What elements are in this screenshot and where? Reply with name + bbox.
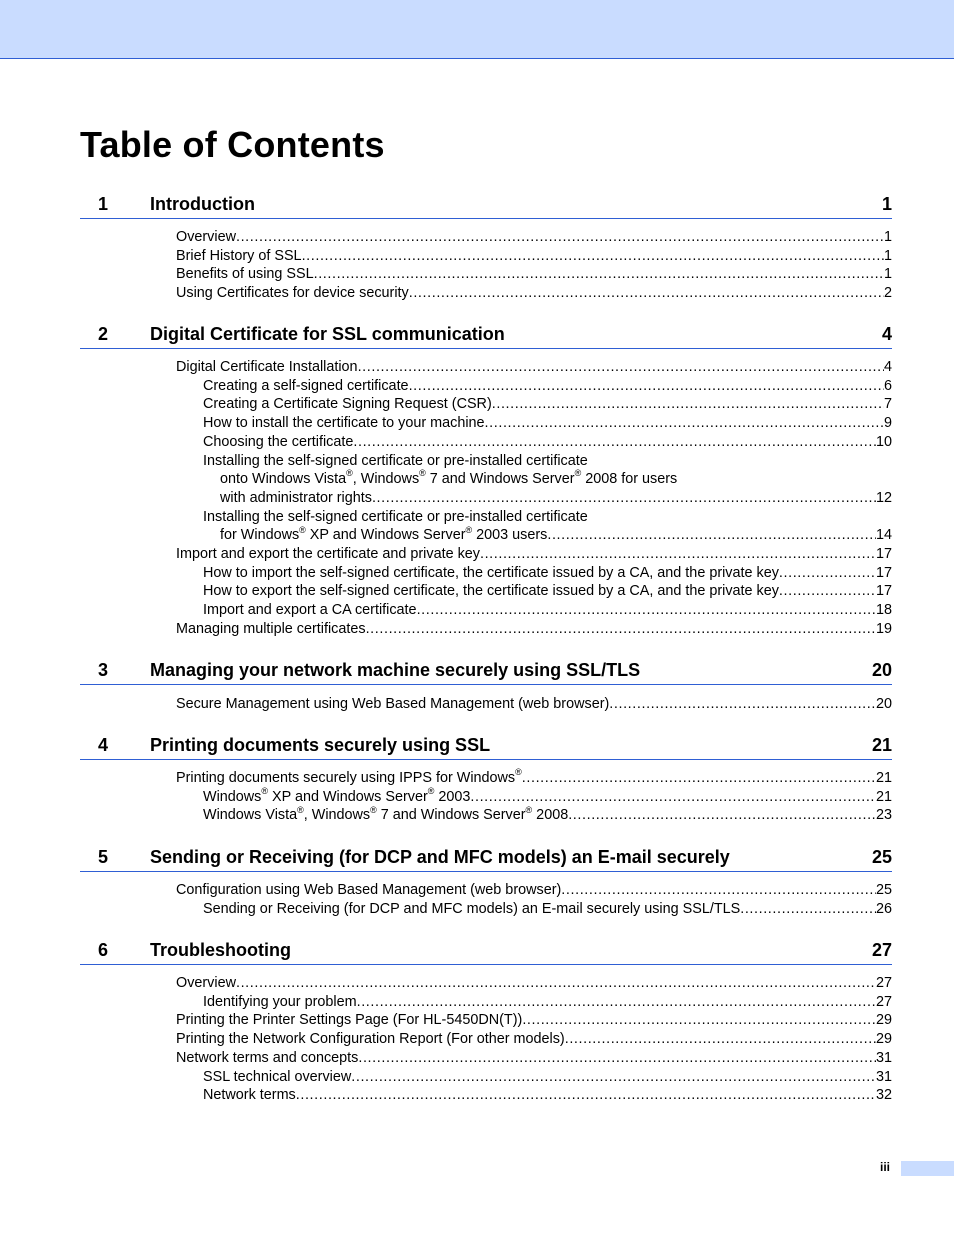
toc-entry-text: with administrator rights — [220, 489, 372, 506]
toc-entry-text: Overview — [176, 975, 236, 991]
toc-entry-page: 21 — [875, 788, 892, 805]
dot-leader — [409, 377, 884, 396]
toc-entry-page: 17 — [875, 583, 892, 600]
toc-entry-page: 21 — [875, 770, 892, 786]
toc-entry[interactable] — [176, 1030, 892, 1049]
toc-entry-text: Secure Management using Web Based Management (web browser) — [176, 696, 610, 712]
dot-leader — [358, 358, 884, 377]
chapter-title: Managing your network machine securely using SSL/TLS — [150, 660, 641, 680]
toc-entry-text: Configuration using Web Based Management (web browser) — [176, 882, 562, 898]
toc-entry-page: 32 — [875, 1087, 892, 1104]
toc-entry-page: 27 — [875, 975, 892, 991]
toc-entry-page: 2 — [883, 285, 892, 302]
toc-entry[interactable] — [176, 695, 892, 714]
toc-entry-page: 4 — [883, 359, 892, 375]
chapter-heading[interactable] — [80, 660, 892, 685]
dot-leader — [485, 414, 884, 433]
dot-leader — [417, 601, 876, 620]
chapter-page: 1 — [881, 194, 892, 214]
toc-entry-page: 6 — [883, 377, 892, 394]
dot-leader — [314, 265, 884, 284]
dot-leader — [522, 1011, 876, 1030]
toc-entry[interactable] — [203, 900, 892, 919]
toc-entry[interactable] — [220, 470, 892, 489]
dot-leader — [358, 1049, 876, 1068]
toc-entry-text: Overview — [176, 229, 236, 245]
toc-entry-text: SSL technical overview — [203, 1068, 352, 1085]
chapter-num: 2 — [98, 324, 109, 344]
dot-leader — [492, 395, 884, 414]
toc-entry[interactable] — [176, 247, 892, 266]
dot-leader — [740, 900, 876, 919]
chapter-page: 20 — [871, 660, 892, 680]
toc-entry[interactable] — [203, 508, 892, 527]
toc-entry[interactable] — [203, 806, 892, 825]
toc-entry-text: Creating a Certificate Signing Request (CSR) — [203, 396, 492, 413]
dot-leader — [409, 284, 884, 303]
page-title: Table of Contents — [80, 124, 385, 165]
toc-entry-page: 23 — [875, 807, 892, 824]
toc-entry-text: Network terms and concepts — [176, 1049, 359, 1066]
toc-entry[interactable] — [203, 582, 892, 601]
toc-entry-text: Digital Certificate Installation — [176, 359, 358, 375]
toc-entry-page: 29 — [875, 1012, 892, 1029]
dot-leader — [353, 433, 876, 452]
chapter-num: 3 — [98, 660, 109, 680]
toc-entry-text: Import and export the certificate and private key — [176, 546, 480, 562]
dot-leader — [296, 1086, 876, 1105]
toc-entry-text: Choosing the certificate — [203, 433, 354, 450]
chapter-title: Digital Certificate for SSL communication — [150, 324, 505, 344]
toc-entry[interactable] — [176, 1049, 892, 1068]
chapter-page: 21 — [871, 735, 892, 755]
toc-entry[interactable] — [176, 545, 892, 564]
chapter-page: 4 — [881, 324, 892, 344]
toc-entry[interactable] — [176, 1011, 892, 1030]
toc-entry[interactable] — [176, 881, 892, 900]
toc-entry-text: Printing the Printer Settings Page (For HL-5450DN(T)) — [176, 1012, 523, 1029]
toc-entry[interactable] — [176, 265, 892, 284]
toc-entry[interactable] — [203, 1068, 892, 1087]
page-number: iii — [880, 1160, 891, 1174]
chapter-title: Sending or Receiving (for DCP and MFC models) an E-mail securely — [150, 847, 730, 867]
toc-entry[interactable] — [176, 974, 892, 993]
dot-leader — [470, 788, 876, 807]
toc-entry-page: 1 — [883, 229, 892, 245]
toc-entry[interactable] — [203, 395, 892, 414]
toc-entry-page: 1 — [883, 247, 892, 264]
dot-leader — [372, 489, 876, 508]
toc-entry-page: 17 — [875, 546, 892, 562]
dot-leader — [609, 695, 876, 714]
dot-leader — [779, 564, 876, 583]
toc-entry-page: 7 — [883, 396, 892, 413]
toc-entry-page: 17 — [875, 564, 892, 581]
chapter-title: Introduction — [150, 194, 255, 214]
chapter-title: Troubleshooting — [150, 940, 291, 960]
toc-entry-page: 27 — [875, 993, 892, 1010]
toc-entry[interactable] — [203, 564, 892, 583]
toc-entry-text: Identifying your problem — [203, 993, 357, 1010]
toc-entry-page: 31 — [875, 1049, 892, 1066]
chapter-page: 25 — [871, 847, 892, 867]
toc-entry[interactable] — [176, 769, 892, 788]
toc-entry-text: Printing the Network Configuration Report (For other models) — [176, 1031, 565, 1048]
toc-entry-text: How to export the self-signed certificate, the certificate issued by a CA, and the private key — [203, 583, 779, 600]
toc-entry-text: Windows® XP and Windows Server® 2003 — [203, 785, 471, 805]
toc-entry[interactable] — [203, 377, 892, 396]
chapter-heading[interactable] — [80, 735, 892, 760]
toc-entry[interactable] — [203, 452, 892, 471]
dot-leader — [366, 620, 876, 639]
dot-leader — [779, 582, 876, 601]
toc-entry[interactable] — [203, 785, 892, 807]
toc-entry-text: Brief History of SSL — [176, 247, 302, 264]
dot-leader — [565, 1030, 876, 1049]
toc-entry-page: 1 — [883, 266, 892, 283]
toc-entry-page: 26 — [875, 900, 892, 917]
dot-leader — [357, 993, 876, 1012]
toc-entry[interactable] — [203, 414, 892, 433]
chapter-heading[interactable] — [80, 847, 892, 872]
toc-entry[interactable] — [176, 284, 892, 303]
chapter-title: Printing documents securely using SSL — [150, 735, 491, 755]
dot-leader — [302, 247, 884, 266]
toc-entry-text: Benefits of using SSL — [176, 266, 314, 283]
toc-entry-text: Import and export a CA certificate — [203, 602, 417, 619]
toc-entry[interactable] — [203, 993, 892, 1012]
footer-tab — [901, 1161, 954, 1176]
chapter-num: 6 — [98, 940, 109, 960]
toc-entry-page: 9 — [883, 415, 892, 432]
chapter-heading[interactable] — [80, 194, 892, 219]
toc-entry[interactable] — [176, 228, 892, 247]
chapter-page: 27 — [871, 940, 892, 960]
toc-entry[interactable] — [203, 601, 892, 620]
dot-leader — [547, 526, 876, 545]
toc-entry-text: Installing the self-signed certificate or pre-installed certificate — [203, 452, 588, 469]
chapter-heading[interactable] — [80, 940, 892, 965]
toc-entry-text: Installing the self-signed certificate or pre-installed certificate — [203, 508, 588, 525]
toc-entry-text: Network terms — [203, 1087, 296, 1104]
toc-entry-text: How to install the certificate to your machine — [203, 415, 485, 432]
chapter-num: 1 — [98, 194, 109, 214]
toc-entry-text: onto Windows Vista®, Windows® 7 and Windows Server® 2008 for users — [220, 468, 678, 488]
toc-entry[interactable] — [220, 489, 892, 508]
dot-leader — [236, 228, 884, 247]
dot-leader — [236, 974, 876, 993]
toc-entry-page: 10 — [875, 433, 892, 450]
chapter-num: 5 — [98, 847, 109, 867]
toc-entry-text: Windows Vista®, Windows® 7 and Windows Server® 2008 — [203, 804, 569, 824]
toc-entry-text: Using Certificates for device security — [176, 285, 409, 302]
dot-leader — [480, 545, 876, 564]
dot-leader — [568, 806, 876, 825]
toc-entry-text: Sending or Receiving (for DCP and MFC models) an E-mail securely using SSL/TLS — [203, 900, 741, 917]
header-band — [0, 0, 954, 59]
toc-entry-page: 14 — [875, 527, 892, 544]
toc-entry-page: 31 — [875, 1068, 892, 1085]
toc-entry[interactable] — [203, 1086, 892, 1105]
dot-leader — [522, 769, 876, 788]
toc-entry-page: 19 — [875, 620, 892, 637]
toc-entry[interactable] — [220, 526, 892, 545]
toc-entry-text: Printing documents securely using IPPS for Windows® — [176, 767, 522, 786]
toc-entry-page: 25 — [875, 882, 892, 898]
chapter-num: 4 — [98, 735, 109, 755]
toc-entry-text: How to import the self-signed certificate, the certificate issued by a CA, and the private key — [203, 564, 779, 581]
chapter-heading[interactable] — [80, 324, 892, 349]
dot-leader — [351, 1068, 876, 1087]
toc-entry[interactable] — [176, 620, 892, 639]
toc-entry-page: 12 — [875, 489, 892, 506]
toc-entry-text: Creating a self-signed certificate — [203, 377, 409, 394]
toc-entry[interactable] — [176, 358, 892, 377]
toc-entry[interactable] — [203, 433, 892, 452]
toc-entry-text: for Windows® XP and Windows Server® 2003 users — [220, 524, 548, 544]
toc-entry-text: Managing multiple certificates — [176, 620, 366, 637]
toc-entry-page: 18 — [875, 602, 892, 619]
dot-leader — [561, 881, 876, 900]
toc-entry-page: 29 — [875, 1031, 892, 1048]
toc-entry-page: 20 — [875, 696, 892, 712]
